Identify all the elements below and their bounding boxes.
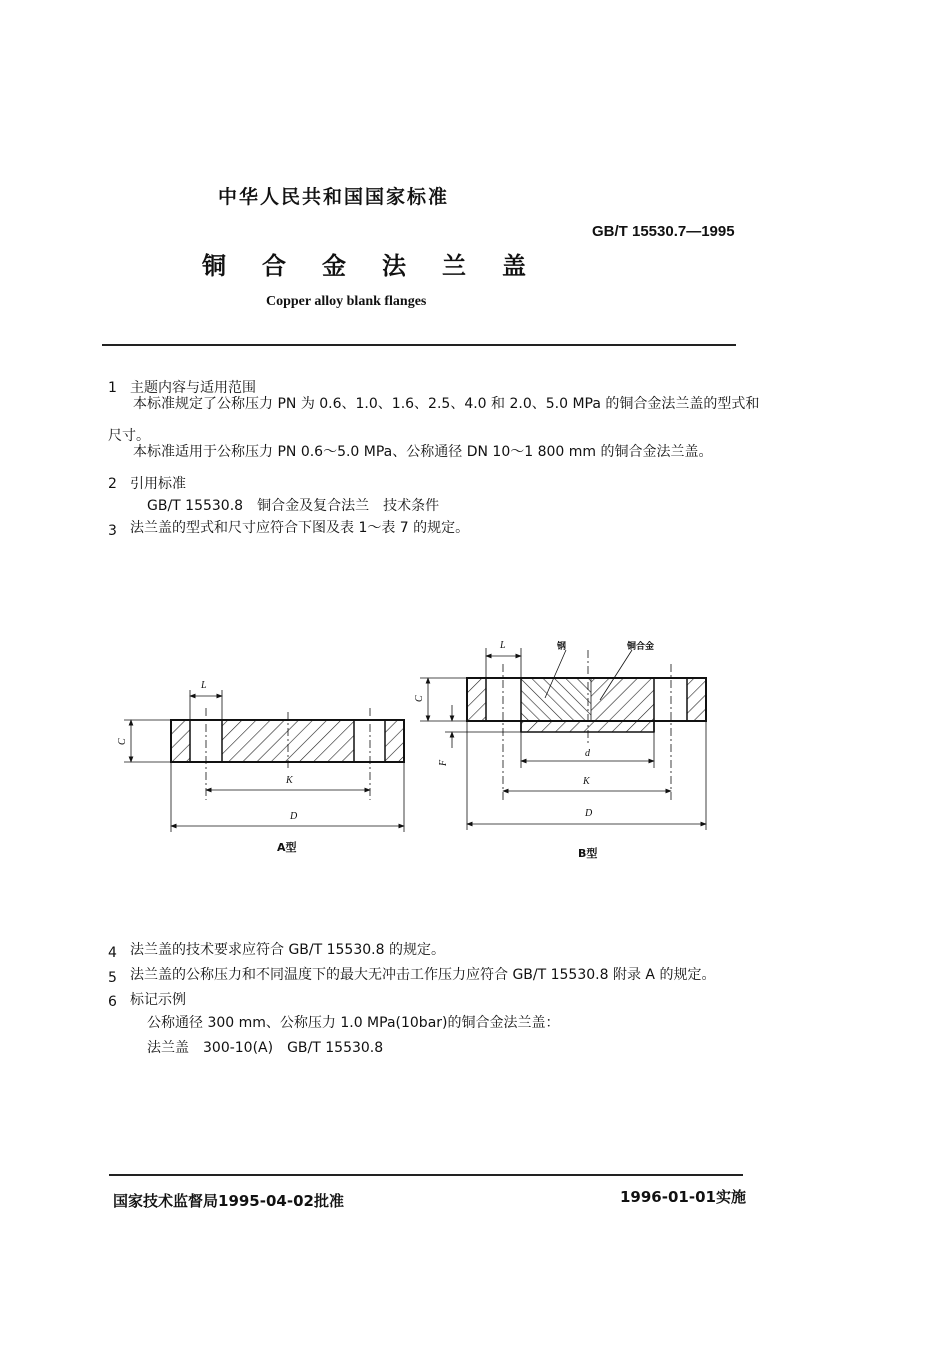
section-6-line-1: 公称通径 300 mm、公称压力 1.0 MPa(10bar)的铜合金法兰盖： [147,1015,560,1031]
type-b-drawing [414,640,706,860]
section-1-number: 1 [108,380,117,396]
approval-line: 国家技术监督局1995-04-02批准 [113,1192,344,1210]
type-b-label-K: K [583,776,590,787]
section-1-line-2: 尺寸。 [108,428,150,444]
type-b-label-L: L [500,640,506,651]
section-6-line-2: 法兰盖 300-10(A) GB/T 15530.8 [147,1040,384,1056]
section-2-number: 2 [108,476,117,492]
page-subtitle: Copper alloy blank flanges [266,294,427,309]
type-a-label-K: K [286,775,293,786]
type-b-label-C: C [414,695,425,702]
section-1-line-3: 本标准适用于公称压力 PN 0.6～5.0 MPa、公称通径 DN 10～1 800 mm 的铜合金法兰盖。 [133,444,713,460]
issuing-body: 中华人民共和国国家标准 [218,186,450,208]
section-1-line-1: 本标准规定了公称压力 PN 为 0.6、1.0、1.6、2.5、4.0 和 2.0、5.0 MPa 的铜合金法兰盖的型式和 [133,396,760,412]
section-4-number: 4 [108,945,117,961]
type-b-label-F: F [438,759,449,766]
page-title: 铜合金法兰盖 [202,252,562,280]
section-2-heading: 引用标准 [130,476,186,492]
section-6-heading: 标记示例 [130,992,186,1008]
section-5-heading: 法兰盖的公称压力和不同温度下的最大无冲击工作压力应符合 GB/T 15530.8 附录 A 的规定。 [130,967,716,983]
type-a-label-L: L [201,680,207,691]
type-b-label-D: D [585,808,593,819]
type-b-label-copper-alloy: 铜合金 [627,642,655,652]
type-b-label-steel: 钢 [557,642,567,652]
footer-divider [109,1174,743,1176]
type-b-caption: B型 [578,847,598,860]
section-6-number: 6 [108,994,117,1010]
section-3-number: 3 [108,523,117,539]
section-1-heading: 主题内容与适用范围 [130,380,256,396]
implementation-date: 1996-01-01实施 [620,1188,746,1206]
section-4-heading: 法兰盖的技术要求应符合 GB/T 15530.8 的规定。 [130,942,445,958]
type-a-drawing [117,680,404,854]
type-a-label-D: D [290,811,298,822]
section-3-heading: 法兰盖的型式和尺寸应符合下图及表 1～表 7 的规定。 [130,520,470,536]
type-a-label-C: C [117,738,128,745]
section-2-line-1: GB/T 15530.8 铜合金及复合法兰 技术条件 [147,498,440,514]
section-5-number: 5 [108,970,117,986]
standard-number: GB/T 15530.7—1995 [592,223,735,240]
type-b-label-d: d [585,748,590,759]
type-a-caption: A型 [277,841,297,854]
